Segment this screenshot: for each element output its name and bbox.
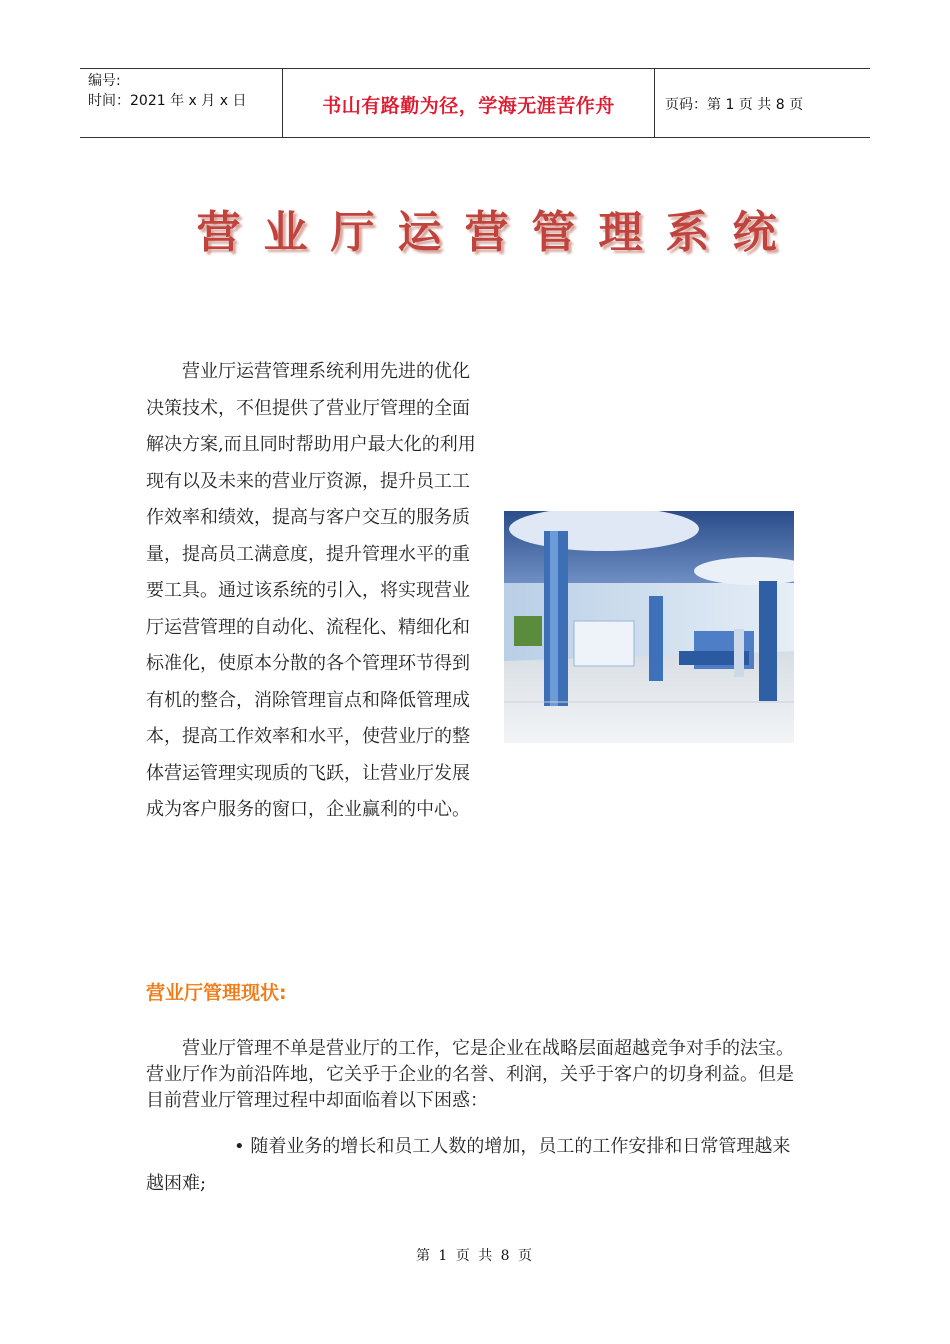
document-number-label: 编号: — [88, 73, 121, 89]
header-motto: 书山有路勤为径，学海无涯苦作舟 — [322, 95, 615, 117]
document-date-label: 时间：2021 年 x 月 x 日 — [88, 93, 247, 109]
section-heading: 营业厅管理现状: — [146, 982, 287, 1004]
page-header — [80, 68, 870, 138]
header-meta-cell — [80, 69, 283, 137]
header-page-cell — [655, 69, 870, 137]
page-footer: 第 1 页 共 8 页 — [415, 1248, 535, 1264]
service-hall-photo — [504, 511, 794, 743]
bullet-item: • 随着业务的增长和员工人数的增加，员工的工作安排和日常管理越来越困难; — [146, 1136, 791, 1194]
header-motto-cell — [283, 69, 655, 137]
intro-paragraph: 营业厅运营管理系统利用先进的优化决策技术，不但提供了营业厅管理的全面解决方案,而且同时帮助用户最大化的利用现有以及未来的营业厅资源，提升员工工作效率和绩效，提高与客户交互的服务质量，提高员工满意度，提升管理水平的重要工具。通过该系统的引入，将实现营业厅运营管理的自动化、流程化、精细化和标准化，使原本分散的各个管理环节得到有机的整合，消除管理盲点和降低管理成本，提高工作效率和水平，使营业厅的整体营运管理实现质的飞跃，让营业厅发展成为客户服务的窗口，企业赢利的中心。 — [146, 361, 476, 820]
header-page-code: 页码：第 1 页 共 8 页 — [665, 97, 804, 113]
section-paragraph: 营业厅管理不单是营业厅的工作，它是企业在战略层面超越竞争对手的法宝。营业厅作为前沿阵地，它关乎于企业的名誉、利润，关乎于客户的切身利益。但是目前营业厅管理过程中却面临着以下困惑： — [146, 1038, 794, 1111]
document-title: 营业厅运营管理系统 — [196, 207, 800, 258]
